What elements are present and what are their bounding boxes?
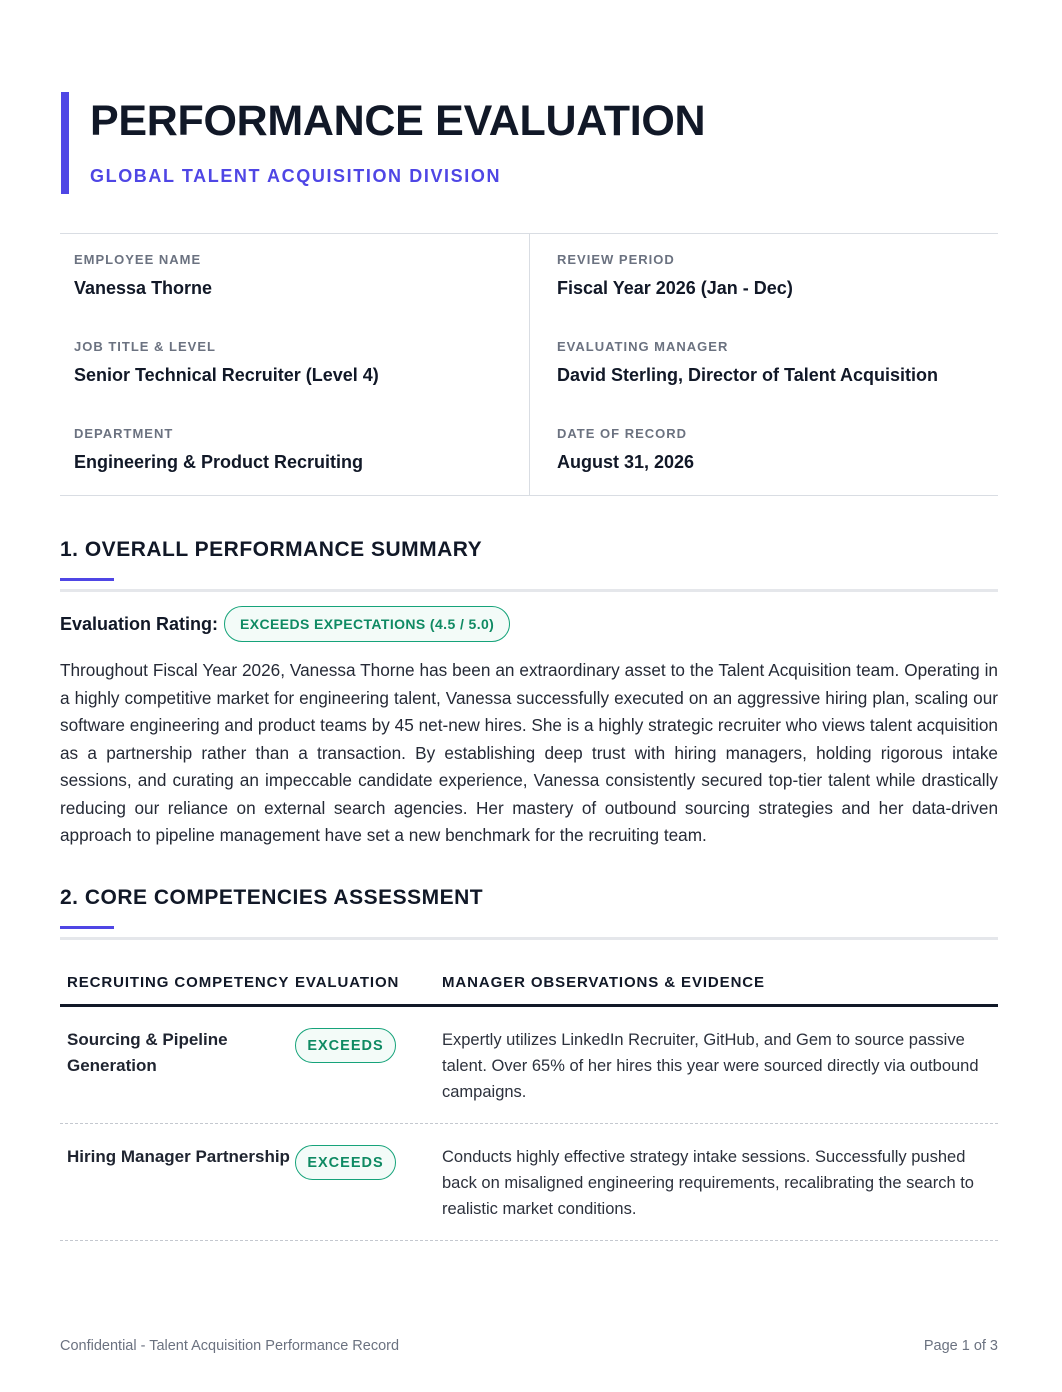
field-value: Senior Technical Recruiter (Level 4) (74, 365, 379, 385)
info-column-right (529, 234, 998, 495)
rating-label: Evaluation Rating: (60, 613, 219, 634)
rating-badge: EXCEEDS EXPECTATIONS (4.5 / 5.0) (224, 606, 510, 642)
date-of-record-field (557, 408, 998, 495)
info-column-left (60, 234, 529, 495)
field-label: EVALUATING MANAGER (557, 339, 729, 354)
field-value: David Sterling, Director of Talent Acquisition (557, 365, 939, 385)
review-period-field (557, 234, 998, 321)
table-header (60, 960, 998, 1007)
section-divider (60, 589, 998, 592)
column-header-competency: RECRUITING COMPETENCY (67, 973, 290, 991)
evaluation-cell (295, 1144, 442, 1240)
section-divider (60, 937, 998, 940)
evaluating-manager-field (557, 321, 998, 408)
column-header-observations: MANAGER OBSERVATIONS & EVIDENCE (442, 973, 765, 991)
document-title: PERFORMANCE EVALUATION (90, 97, 706, 145)
observation-cell: Expertly utilizes LinkedIn Recruiter, GitHub, and Gem to source passive talent. Over 65% of her hires this year were sourced directly via outbound campaigns. (442, 1031, 979, 1101)
field-label: EMPLOYEE NAME (74, 252, 202, 267)
section-accent-bar (60, 578, 114, 581)
employee-info-panel (60, 233, 998, 496)
table-row (60, 1124, 998, 1241)
field-label: REVIEW PERIOD (557, 252, 675, 267)
field-label: DEPARTMENT (74, 426, 174, 441)
field-value: Fiscal Year 2026 (Jan - Dec) (557, 278, 793, 298)
field-value: August 31, 2026 (557, 452, 695, 472)
field-label: DATE OF RECORD (557, 426, 688, 441)
field-value: Engineering & Product Recruiting (74, 452, 364, 472)
evaluation-badge: EXCEEDS (295, 1028, 396, 1063)
job-title-field (74, 321, 529, 408)
section-accent-bar (60, 926, 114, 929)
section-title-summary: 1. OVERALL PERFORMANCE SUMMARY (60, 538, 483, 561)
competency-cell: Hiring Manager Partnership (67, 1147, 290, 1166)
footer-confidential: Confidential - Talent Acquisition Performance Record (60, 1338, 400, 1354)
competency-cell: Sourcing & Pipeline Generation (67, 1030, 228, 1075)
competencies-table (60, 960, 998, 1241)
observation-cell: Conducts highly effective strategy intake sessions. Successfully pushed back on misaligned engineering requirements, recalibrating the search to realistic market conditions. (442, 1148, 974, 1218)
summary-paragraph: Throughout Fiscal Year 2026, Vanessa Thorne has been an extraordinary asset to the Talent Acquisition team. Operating in a highly competitive market for engineering talent, Vanessa successfully executed on an aggressive hiring plan, scaling our software engineering and product teams by 45 net-new hires. She is a highly strategic recruiter who views talent acquisition as a partnership rather than a transaction. By establishing deep trust with hiring managers, holding rigorous intake sessions, and curating an impeccable candidate experience, Vanessa consistently secured top-tier talent while drastically reducing our reliance on external search agencies. Her mastery of outbound sourcing strategies and her data-driven approach to pipeline management have set a new benchmark for the recruiting team. (60, 660, 998, 845)
evaluation-rating (60, 606, 510, 642)
field-label: JOB TITLE & LEVEL (74, 339, 216, 354)
section-title-competencies: 2. CORE COMPETENCIES ASSESSMENT (60, 886, 484, 909)
column-header-evaluation: EVALUATION (295, 973, 400, 991)
footer-page-number: Page 1 of 3 (923, 1338, 998, 1354)
employee-name-field (74, 234, 529, 321)
document-header (61, 92, 761, 194)
field-value: Vanessa Thorne (74, 278, 213, 298)
table-row (60, 1007, 998, 1124)
department-field (74, 408, 529, 495)
document-subtitle: GLOBAL TALENT ACQUISITION DIVISION (90, 166, 502, 186)
evaluation-cell (295, 1027, 442, 1123)
evaluation-badge: EXCEEDS (295, 1145, 396, 1180)
